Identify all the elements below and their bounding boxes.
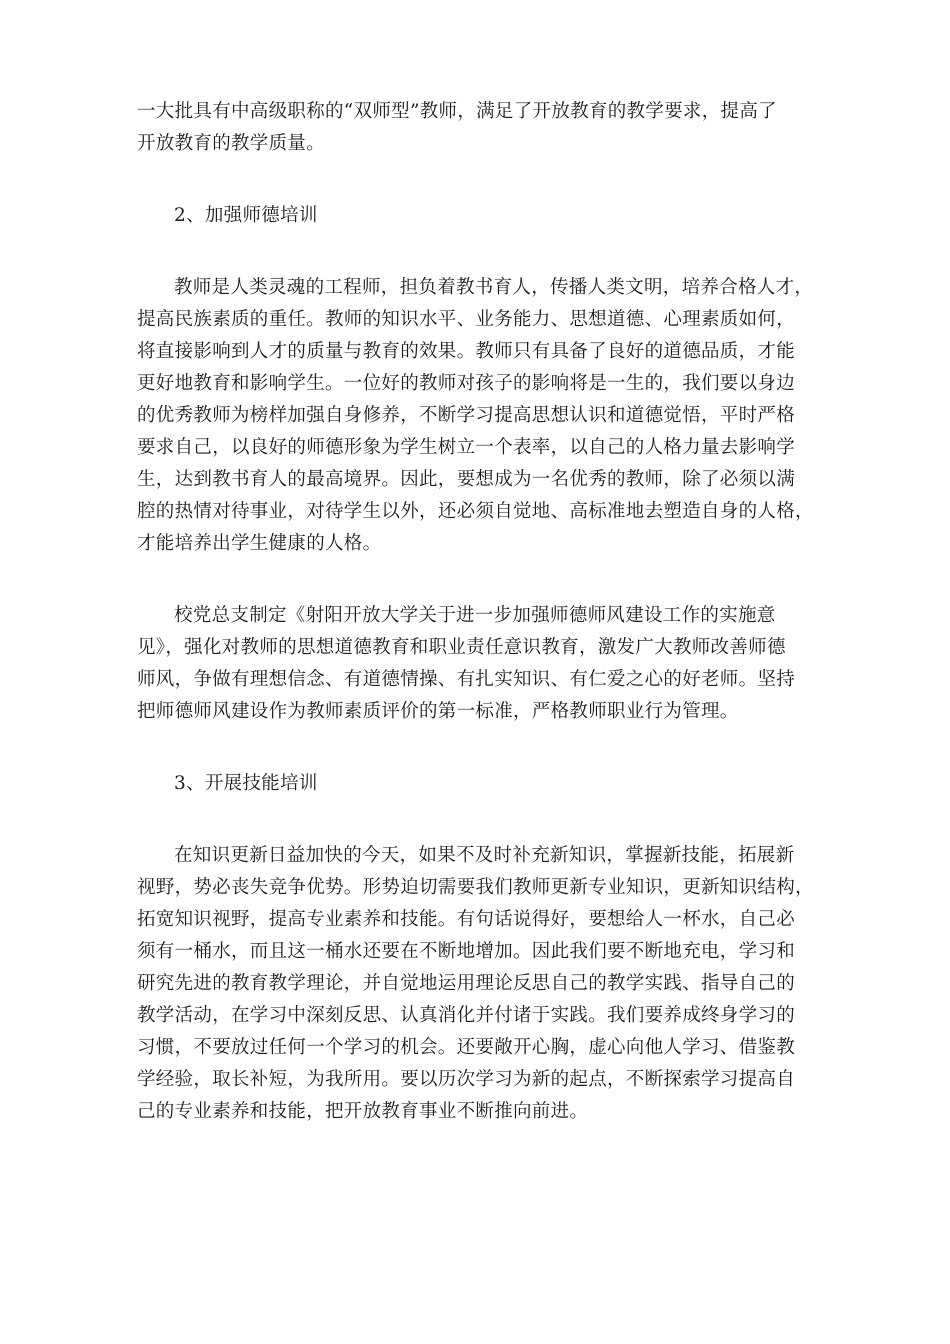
paragraph-skills — [137, 840, 827, 1128]
text-line: 把师德师风建设作为教师素质评价的第一标准，严格教师职业行为管理。 — [137, 701, 739, 722]
text-line: 腔的热情对待事业，对待学生以外，还必须自觉地、高标准地去塑造自身的人格， — [137, 501, 814, 522]
text-line: 见》，强化对教师的思想道德教育和职业责任意识教育，激发广大教师改善师德 — [137, 637, 786, 658]
text-line: 开放教育的教学质量。 — [137, 133, 326, 154]
text-line: 视野，势必丧失竞争优势。形势迫切需要我们教师更新专业知识，更新知识结构， — [137, 877, 814, 898]
text-line: 拓宽知识视野，提高专业素养和技能。有句话说得好，要想给人一杯水，自己必 — [137, 909, 796, 930]
text-line: 更好地教育和影响学生。一位好的教师对孩子的影响将是一生的，我们要以身边 — [137, 373, 796, 394]
heading-text: 3、开展技能培训 — [174, 773, 318, 794]
text-line: 的优秀教师为榜样加强自身修养，不断学习提高思想认识和道德觉悟，平时严格 — [137, 405, 796, 426]
text-line: 提高民族素质的重任。教师的知识水平、业务能力、思想道德、心理素质如何， — [137, 309, 796, 330]
document-page — [137, 96, 827, 1128]
text-line: 教学活动，在学习中深刻反思、认真消化并付诸于实践。我们要养成终身学习的 — [137, 1005, 796, 1026]
text-line: 一大批具有中高级职称的“双师型”教师，满足了开放教育的教学要求，提高了 — [137, 101, 777, 122]
text-line: 须有一桶水，而且这一桶水还要在不断地增加。因此我们要不断地充电，学习和 — [137, 941, 796, 962]
text-line: 教师是人类灵魂的工程师，担负着教书育人，传播人类文明，培养合格人才， — [174, 277, 814, 298]
paragraph-ethics-2 — [137, 600, 827, 728]
text-line: 研究先进的教育教学理论，并自觉地运用理论反思自己的教学实践、指导自己的 — [137, 973, 796, 994]
text-line: 将直接影响到人才的质量与教育的效果。教师只有具备了良好的道德品质，才能 — [137, 341, 796, 362]
paragraph-ethics-1 — [137, 272, 827, 560]
text-line: 要求自己，以良好的师德形象为学生树立一个表率，以自己的人格力量去影响学 — [137, 437, 796, 458]
section-heading-skills — [137, 768, 827, 800]
text-line: 生，达到教书育人的最高境界。因此，要想成为一名优秀的教师，除了必须以满 — [137, 469, 796, 490]
paragraph-double-teacher — [137, 96, 827, 160]
text-line: 习惯，不要放过任何一个学习的机会。还要敞开心胸，虚心向他人学习、借鉴教 — [137, 1037, 796, 1058]
text-line: 在知识更新日益加快的今天，如果不及时补充新知识，掌握新技能，拓展新 — [174, 845, 795, 866]
text-line: 学经验，取长补短，为我所用。要以历次学习为新的起点，不断探索学习提高自 — [137, 1069, 796, 1090]
text-line: 师风，争做有理想信念、有道德情操、有扎实知识、有仁爱之心的好老师。坚持 — [137, 669, 796, 690]
section-heading-ethics — [137, 200, 827, 232]
text-line: 己的专业素养和技能，把开放教育事业不断推向前进。 — [137, 1101, 589, 1122]
text-line: 才能培养出学生健康的人格。 — [137, 533, 382, 554]
heading-text: 2、加强师德培训 — [174, 205, 318, 226]
text-line: 校党总支制定《射阳开放大学关于进一步加强师德师风建设工作的实施意 — [174, 605, 776, 626]
